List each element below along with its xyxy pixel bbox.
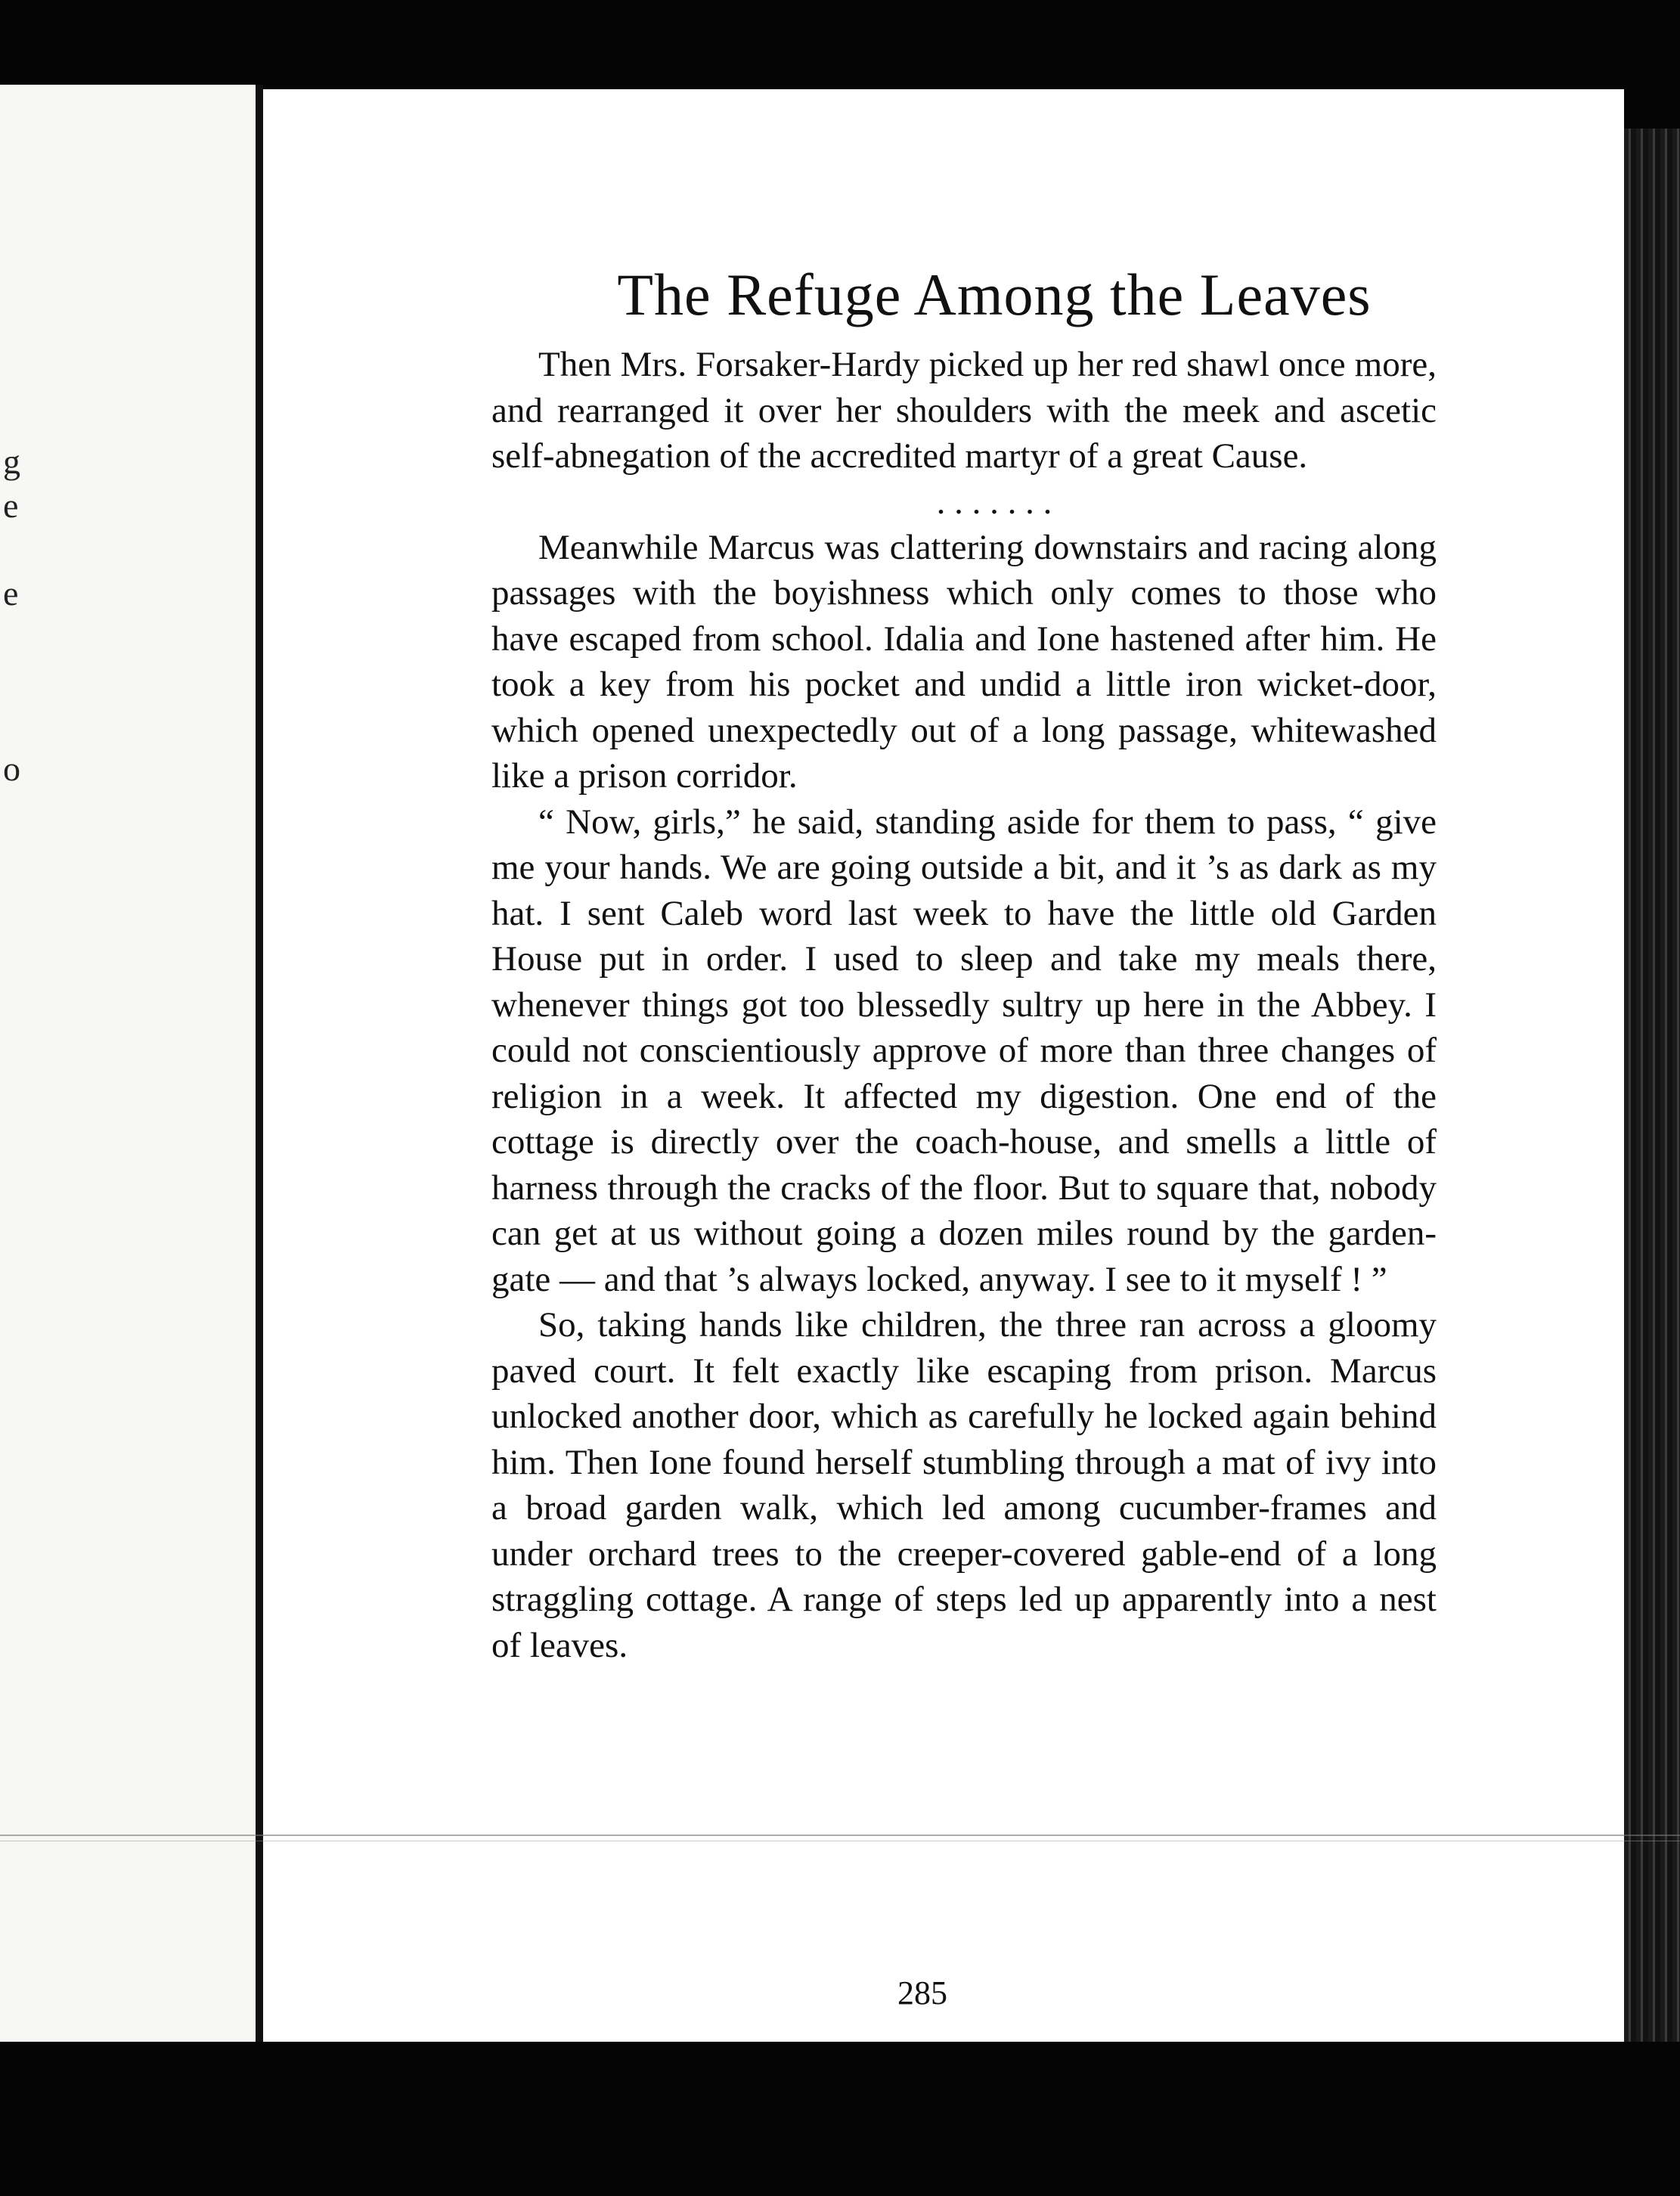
paragraph-1: Then Mrs. Forsaker-Hardy picked up her red shawl once more, and rearranged it over her shoulders with the meek and ascetic self-abnegation of the accredited martyr of a great Cause. — [491, 345, 1437, 476]
scan-artifact-line — [0, 1835, 1680, 1836]
page-text — [491, 257, 1437, 1668]
paragraph-4: So, taking hands like children, the three ran across a gloomy paved court. It felt exactly like escaping from prison. Marcus unlocked another door, which as carefully he locked again behind him. Then Ione found herself stumbling through a mat of ivy into a broad garden walk, which led among cucumber-frames and under orchard trees to the creeper-covered gable-end of a long straggling cottage. A range of steps led up apparently into a nest of leaves. — [491, 1305, 1437, 1665]
paragraph-2: Meanwhile Marcus was clattering downstairs and racing along passages with the boyishness which only comes to those who have escaped from school. Idalia and Ione hastened after him. He took a key from his pocket and undid a little iron wicket-door, which opened unexpectedly out of a long passage, whitewashed like a prison corridor. — [491, 527, 1437, 796]
paragraph-3: “ Now, girls,” he said, standing aside for them to pass, “ give me your hands. We are going outside a bit, and it ’s as dark as my hat. I sent Caleb word last week to have the little old Garden House put in order. I used to sleep and take my meals there, whenever things got too blessedly sultry up here in the Abbey. I could not conscientiously approve of more than three changes of religion in a week. It affected my digestion. One end of the cottage is directly over the coach-house, and smells a little of harness through the cracks of the floor. But to square that, nobody can get at us without going a dozen miles round by the garden-gate — and that ’s always locked, anyway. I see to it myself ! ” — [491, 802, 1437, 1299]
page-number: 285 — [897, 1974, 947, 2011]
bottom-border — [0, 2042, 1680, 2196]
left-page-letters: g e e o — [3, 442, 20, 788]
chapter-title: The Refuge Among the Leaves — [617, 262, 1372, 327]
left-page-fragment — [0, 85, 256, 2051]
section-separator: . . . . . . . — [936, 482, 1052, 522]
page-edges — [1624, 129, 1680, 2064]
book-spine — [256, 85, 263, 2051]
